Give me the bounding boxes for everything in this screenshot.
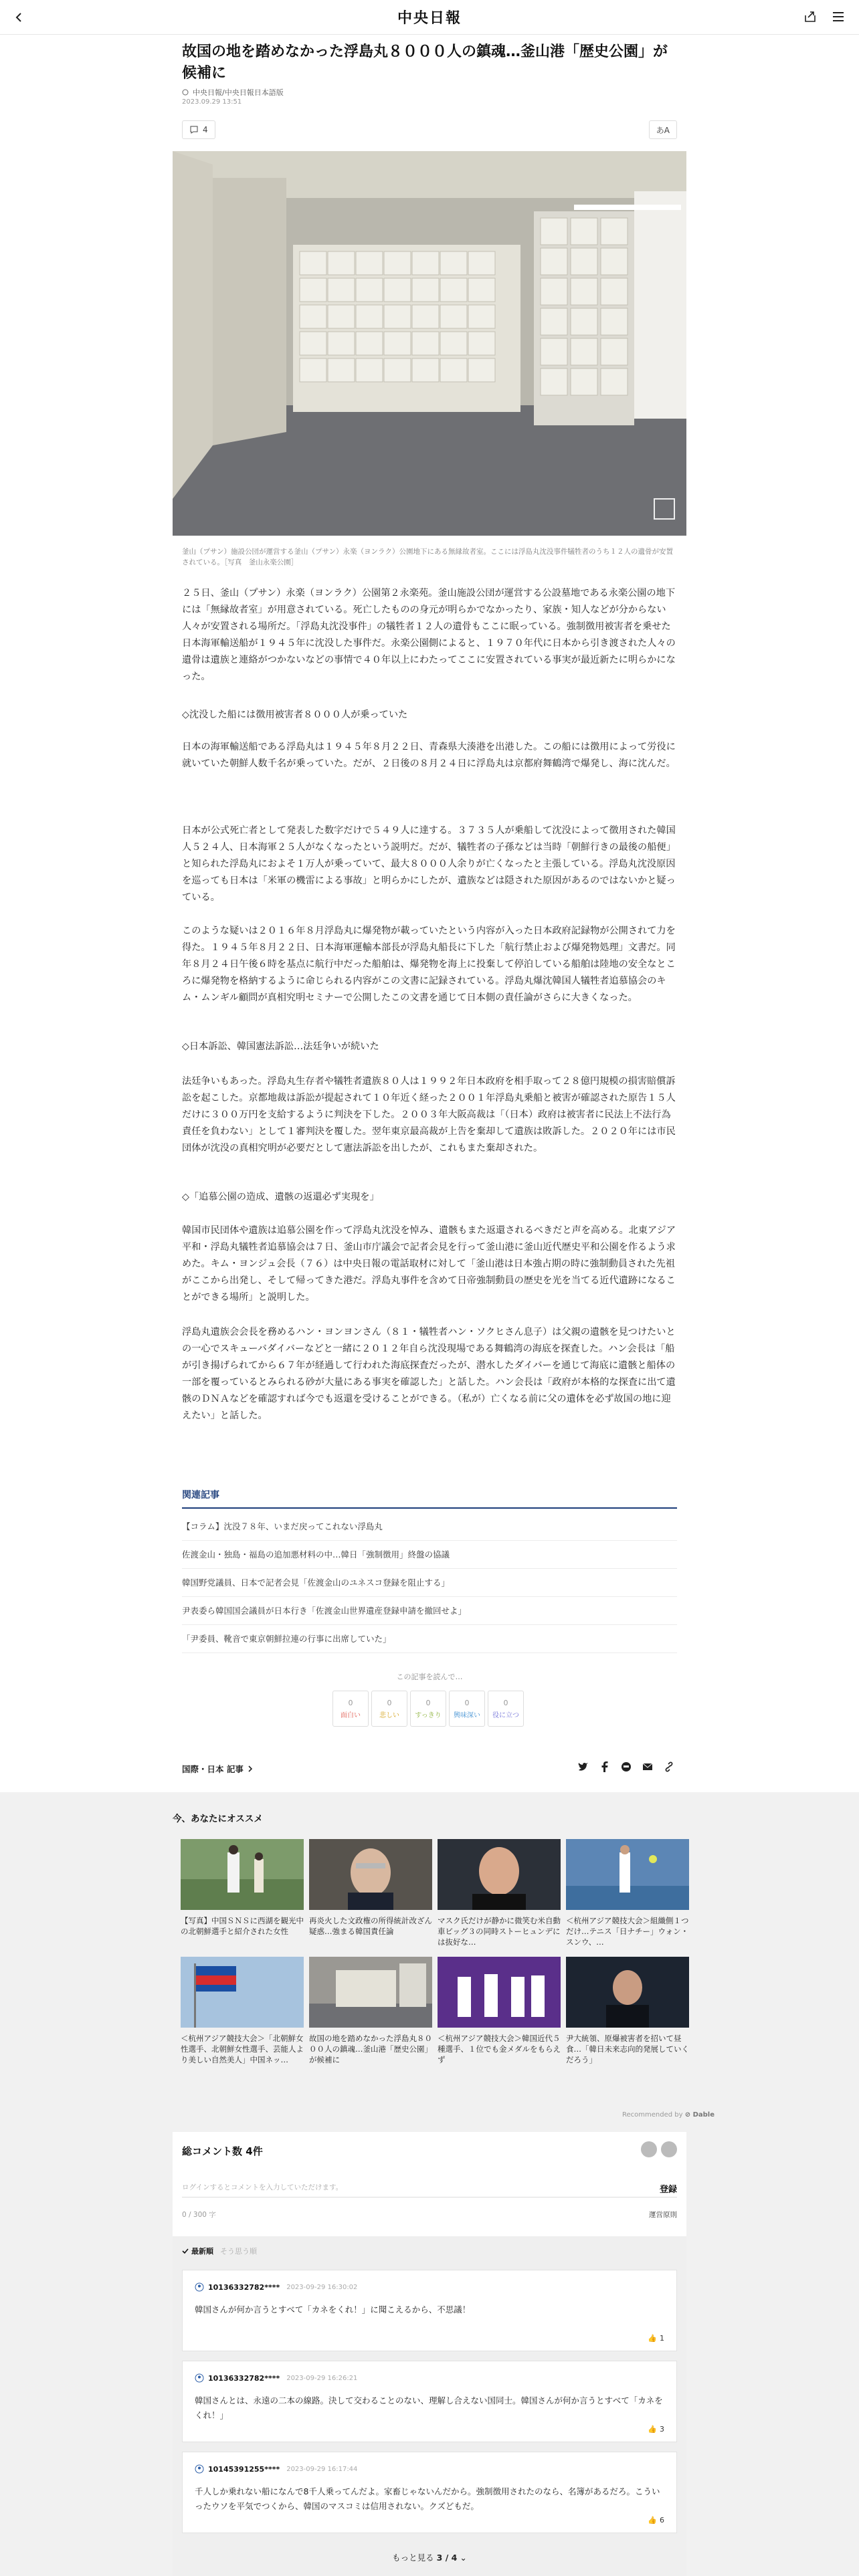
comment-text: 韓国さんとは、永遠の二本の線路。決して交わることのない、理解し合えない国同士。韓国さんが何か言うとすべて「カネをくれ！」 bbox=[195, 2395, 663, 2420]
load-more-button[interactable] bbox=[0, 2551, 859, 2563]
user-icon bbox=[195, 2282, 204, 2292]
reaction-label: 興味深い bbox=[454, 1711, 480, 1719]
reaction-bar bbox=[332, 1691, 524, 1727]
comment-item bbox=[182, 2270, 677, 2351]
body-paragraph: 韓国市民団体や遺族は追慕公園を作って浮島丸沈没を悼み、遺骸もまた返還されるべきだと声を高める。北東アジア平和・浮島丸犠牲者追慕協会は７日、釜山市庁議会で記者会見を行って釜山港に釜山近代歴史平和公園を作るよう求めた。キム・ヨンジュ会長（７６）は中央日報の電話取材に対して「釜山港は日本強占期の時に強制動員された先祖がここから出発し、そして帰ってきた港だ。浮島丸事件を含めて日帝強制動員の歴史を光を当てる近代遺跡になることができる場所」と説明した。 bbox=[182, 1225, 676, 1303]
share-icon[interactable] bbox=[801, 8, 819, 25]
comments-title-label: 総コメント数 bbox=[182, 2145, 243, 2157]
byline bbox=[182, 87, 284, 98]
char-count: 0 / 300 字 bbox=[182, 2211, 216, 2219]
related-title: 関連記事 bbox=[182, 1490, 219, 1501]
recommendation-title: 今、あなたにオススメ bbox=[173, 1814, 263, 1824]
like-button[interactable] bbox=[648, 2516, 664, 2525]
section-link[interactable] bbox=[182, 1763, 253, 1775]
comment-icon bbox=[189, 125, 199, 134]
card-title: ＜杭州アジア競技大会＞「北朝鮮女性選手、北朝鮮女性選手、芸能人より美しい自然美人」中国ネッ… bbox=[181, 2034, 304, 2064]
related-item[interactable]: 韓国野党議員、日本で記者会見「佐渡金山のユネスコ登録を阻止する」 bbox=[182, 1569, 677, 1597]
comment-user bbox=[195, 2282, 357, 2292]
tab-latest-label: 最新順 bbox=[191, 2247, 213, 2256]
comments-count: 4 bbox=[246, 2145, 253, 2157]
reaction-count: 0 bbox=[387, 1698, 392, 1707]
line-icon[interactable] bbox=[619, 1760, 633, 1774]
related-item[interactable]: 「尹委員、靴音で東京朝鮮拉連の行事に出席していた」 bbox=[182, 1625, 677, 1653]
reaction-label: 面白い bbox=[341, 1711, 361, 1719]
card-title: 故国の地を踏めなかった浮島丸８０００人の鎮魂…釜山港「歴史公園」が候補に bbox=[309, 2034, 432, 2064]
comment-item bbox=[182, 2361, 677, 2442]
author-icon bbox=[182, 89, 189, 96]
body-paragraph: このような疑いは２０１６年８月浮島丸に爆発物が載っていたという内容が入った日本政府記録物が公開されて力を得た。１９４５年８月２２日、日本海軍運輸本部長が浮島丸船長に下した「航行禁止および爆発物処理」文書だ。同年８月２４日午後６時を基点に航行中だった船舶は、爆発物を海上に投棄して停泊している船舶は陸地の安全なところに爆発物を格納するように命じられる内容がこの文書に記録されている。浮島丸爆沈韓国人犠牲者追慕協会のキム・ムンギル顧問が真相究明セミナーで公開したこの文書を通じて日本側の責任論がさらに大きくなった。 bbox=[182, 926, 676, 1003]
user-icon bbox=[195, 2464, 204, 2474]
comments-title bbox=[182, 2144, 263, 2158]
comment-time: 2023-09-29 16:30:02 bbox=[286, 2283, 358, 2291]
comment-text: 千人しか乗れない船になんで8千人乗ってんだよ。家畜じゃないんだから。強制徴用されたのなら、名簿があるだろ。こういったウソを平気でつくから、韓国のマスコミは信用されない。クズどもだ。 bbox=[195, 2486, 660, 2511]
facebook-login-icon[interactable] bbox=[661, 2141, 677, 2157]
reaction-count: 0 bbox=[464, 1698, 470, 1707]
comment-time: 2023-09-29 16:17:44 bbox=[286, 2465, 358, 2473]
comment-item bbox=[182, 2452, 677, 2533]
like-button[interactable] bbox=[648, 2334, 664, 2343]
thumbs-up-icon: 👍 bbox=[648, 2425, 657, 2434]
card-title: 尹大統領、原爆被害者を招いて昼食…「韓日未来志向的発展していくだろう」 bbox=[566, 2034, 689, 2064]
comment-list bbox=[173, 2236, 686, 2576]
recommend-card[interactable] bbox=[566, 1957, 689, 2065]
subheading: ◇日本訴訟、韓国憲法訴訟…法廷争いが続いた bbox=[182, 1041, 379, 1052]
card-title: 再炎火した文政権の所得統計改ざん疑惑…強まる韓国責任論 bbox=[309, 1916, 432, 1936]
comment-user-id: 10136332782**** bbox=[208, 2282, 280, 2292]
reaction-refreshing[interactable] bbox=[410, 1691, 446, 1727]
reaction-prompt: この記事を読んで… bbox=[396, 1673, 463, 1681]
font-size-button[interactable]: あA bbox=[649, 120, 677, 139]
card-title: 【写真】中国ＳＮＳに西湖を観光中の北朝鮮選手と紹介された女性 bbox=[181, 1916, 304, 1936]
like-count: 6 bbox=[660, 2516, 664, 2525]
comment-time: 2023-09-29 16:26:21 bbox=[286, 2374, 358, 2382]
comment-text: 韓国さんが何か言うとすべて「カネをくれ！」に聞こえるから、不思議！ bbox=[195, 2304, 471, 2315]
recommend-card[interactable] bbox=[309, 1839, 432, 1947]
menu-icon[interactable] bbox=[830, 8, 847, 25]
card-thumbnail bbox=[309, 1957, 432, 2028]
card-thumbnail bbox=[438, 1839, 561, 1910]
reaction-count: 0 bbox=[425, 1698, 431, 1707]
comments-suffix: 件 bbox=[252, 2145, 263, 2157]
card-title: ＜杭州アジア競技大会＞組織側１つだけ…テニス「日ナチー」ウォン・スンウ、… bbox=[566, 1916, 689, 1947]
comment-count: 4 bbox=[203, 125, 208, 134]
comment-count-button[interactable] bbox=[182, 120, 215, 139]
reaction-funny[interactable] bbox=[332, 1691, 369, 1727]
card-thumbnail bbox=[438, 1957, 561, 2028]
card-thumbnail bbox=[309, 1839, 432, 1910]
comment-input[interactable]: ログインするとコメントを入力していただけます。 bbox=[182, 2177, 677, 2197]
card-title: ＜杭州アジア競技大会＞韓国近代５種選手、１位でも金メダルをもらえず bbox=[438, 2034, 561, 2064]
card-thumbnail bbox=[566, 1957, 689, 2028]
body-paragraph: ２５日、釜山（プサン）永楽（ヨンラク）公園第２永楽苑。釜山施設公団が運営する公設墓地である永楽公園の地下には「無縁故者室」が用意されている。死亡したものの身元が明らかでなかったり、家族・知人などが分からない人々が安置される場所だ。「浮島丸沈没事件」の犠牲者１２人の遺骨もここに眠っている。強制徴用被害者を乗せた日本海軍輸送船が１９４５年に沈没した事件だ。永楽公園側によると、１９７０年代に日本から引き渡された人々の遺骨は遺族と連絡がつかないなどの事情で４０年以上にわたってここに安置されている事実が最近新たに明らかになった。 bbox=[182, 588, 676, 682]
dable-logo: ⊘ Dable bbox=[684, 2111, 715, 2119]
tab-likes[interactable]: そう思う順 bbox=[220, 2247, 257, 2256]
related-item[interactable]: 佐渡金山・独島・福島の追加悪材料の中…韓日「強制徴用」終盤の協議 bbox=[182, 1541, 677, 1569]
social-login bbox=[641, 2141, 677, 2157]
comment-user bbox=[195, 2373, 357, 2383]
card-thumbnail bbox=[181, 1839, 304, 1910]
recommended-by-text: Recommended by bbox=[622, 2111, 683, 2119]
user-icon bbox=[195, 2373, 204, 2383]
comments-section bbox=[173, 2132, 686, 2576]
comment-sort-tabs bbox=[182, 2246, 257, 2256]
card-thumbnail bbox=[181, 1957, 304, 2028]
reaction-useful[interactable] bbox=[488, 1691, 524, 1727]
article-tools bbox=[182, 119, 677, 140]
publish-date: 2023.09.29 13:51 bbox=[182, 98, 242, 106]
article-photo bbox=[173, 151, 686, 536]
site-logo[interactable]: 中央日報 bbox=[397, 9, 462, 27]
section-label: 国際・日本 記事 bbox=[182, 1764, 244, 1774]
photo-caption: 釜山（プサン）施設公団が運営する釜山（プサン）永楽（ヨンラク）公園地下にある無縁故者室。ここには浮島丸沈没事件犠牲者のうち１２人の遺骨が安置されている。［写真 釜山永楽公園］ bbox=[182, 548, 673, 566]
chevron-right-icon bbox=[248, 1765, 253, 1772]
recommended-by bbox=[622, 2111, 714, 2119]
twitter-login-icon[interactable] bbox=[641, 2141, 657, 2157]
recommend-card[interactable] bbox=[181, 1957, 304, 2065]
check-icon bbox=[182, 2248, 189, 2254]
recommend-card[interactable] bbox=[566, 1839, 689, 1947]
link-icon[interactable] bbox=[662, 1760, 676, 1774]
load-more-label: もっと見る bbox=[392, 2553, 434, 2563]
facebook-icon[interactable] bbox=[598, 1760, 611, 1774]
chevron-down-icon: ⌄ bbox=[460, 2553, 467, 2563]
share-bar bbox=[577, 1760, 676, 1774]
like-count: 1 bbox=[660, 2334, 664, 2343]
reaction-count: 0 bbox=[503, 1698, 508, 1707]
related-divider bbox=[182, 1507, 677, 1509]
comment-user bbox=[195, 2464, 357, 2474]
body-paragraph: 日本の海軍輸送船である浮島丸は１９４５年８月２２日、青森県大湊港を出港した。この船には徴用によって労役に就いていた朝鮮人数千名が乗っていた。だが、２日後の８月２４日に浮島丸は京都府舞鶴湾で爆発し、海に沈んだ。 bbox=[182, 742, 676, 769]
body-paragraph: 日本が公式死亡者として発表した数字だけで５４９人に達する。３７３５人が乗船して沈没によって徴用された韓国人５２４人、日本海軍２５人がなくなったという説明だ。だが、犠牲者の子孫などは当時「朝鮮行きの最後の船便」と知られた浮島丸におよそ１万人が乗っていて、最大８０００人余りが亡くなったと主張している。浮島丸沈没原因を巡っても日本は「米軍の機雷による事故」と明らかにしたが、遺族などは隠された原因があるのではないかと疑っている。 bbox=[182, 825, 676, 903]
recommend-card[interactable] bbox=[309, 1957, 432, 2065]
recommend-card[interactable] bbox=[181, 1839, 304, 1947]
article-title: 故国の地を踏めなかった浮島丸８０００人の鎮魂…釜山港「歴史公園」が候補に bbox=[182, 43, 668, 82]
subheading: ◇「追慕公園の造成、遺骸の返還必ず実現を」 bbox=[182, 1192, 379, 1202]
recommend-card[interactable] bbox=[438, 1957, 561, 2065]
reaction-sad[interactable] bbox=[371, 1691, 407, 1727]
recommendation-grid bbox=[181, 1839, 689, 2065]
thumbs-up-icon: 👍 bbox=[648, 2516, 657, 2525]
comment-user-id: 10145391255**** bbox=[208, 2464, 280, 2474]
card-thumbnail bbox=[566, 1839, 689, 1910]
body-paragraph: 浮島丸遺族会会長を務めるハン・ヨンヨンさん（８１・犠牲者ハン・ソクヒさん息子）は父親の遺骸を見つけたいとの一心でスキューバダイバーなどと一緒に２０１２年自ら沈没現場である舞鶴湾の海底を探査した。ハン会長は「船が引き揚げられてから６７年が経過して行われた海底探査だったが、潜水したダイバーを通じて海底に遺骸と船体の一部を覆っているとみられる砂が大量にある事実を確認した」と話した。ハン会長は「政府が本格的な探査に出て遺骸のＤＮＡなどを確認すれば今でも返還を受けることができる。（私が）亡くなる前に父の遺体を必ず故国の地に迎えたい」と話した。 bbox=[182, 1327, 676, 1421]
recommend-card[interactable] bbox=[438, 1839, 561, 1947]
comment-submit-button[interactable]: 登録 bbox=[659, 2185, 677, 2195]
thumbs-up-icon: 👍 bbox=[648, 2334, 657, 2343]
body-paragraph: 法廷争いもあった。浮島丸生存者や犠牲者遺族８０人は１９９２年日本政府を相手取って２８億円規模の損害賠償訴訟を起こした。京都地裁は訴訟が提起されて１０年近く経った２００１年浮島丸乗船と被害が確認された原告１５人だけに３００万円を支給するように判決を下した。２００３年大阪高裁は「（日本）政府は被害者に民法上不法行為責任を負わない」として１審判決を覆した。翌年東京最高裁が上告を棄却して遺族は敗訴した。２０２０年には市民団体が沈没の真相究明が必要だとして憲法訴訟を出したが、これもまた棄却された。 bbox=[182, 1076, 676, 1154]
mail-icon[interactable] bbox=[641, 1760, 654, 1774]
reaction-interesting[interactable] bbox=[449, 1691, 485, 1727]
related-item[interactable]: 【コラム】沈没７８年、いまだ戻ってこれない浮島丸 bbox=[182, 1513, 677, 1541]
back-icon[interactable] bbox=[9, 8, 28, 27]
reaction-label: 役に立つ bbox=[492, 1711, 519, 1719]
like-button[interactable] bbox=[648, 2425, 664, 2434]
tab-latest[interactable] bbox=[182, 2246, 213, 2256]
top-bar bbox=[0, 0, 859, 35]
reaction-label: すっきり bbox=[415, 1711, 442, 1719]
reaction-count: 0 bbox=[348, 1698, 353, 1707]
like-count: 3 bbox=[660, 2425, 664, 2434]
reaction-label: 悲しい bbox=[379, 1711, 399, 1719]
load-more-page: 3 / 4 bbox=[436, 2553, 458, 2563]
card-title: マスク氏だけが静かに微笑む米自動車ビッグ３の同時ストーヒュンデには抜好な… bbox=[438, 1916, 561, 1947]
subheading: ◇沈没した船には徴用被害者８０００人が乗っていた bbox=[182, 710, 408, 720]
related-item[interactable]: 尹表委ら韓国国会議員が日本行き「佐渡金山世界遺産登録申請を撤回せよ」 bbox=[182, 1597, 677, 1625]
byline-text: 中央日報/中央日報日本語版 bbox=[193, 88, 284, 97]
comment-user-id: 10136332782**** bbox=[208, 2373, 280, 2383]
policy-link[interactable]: 運営原則 bbox=[649, 2211, 677, 2219]
twitter-icon[interactable] bbox=[577, 1760, 590, 1774]
